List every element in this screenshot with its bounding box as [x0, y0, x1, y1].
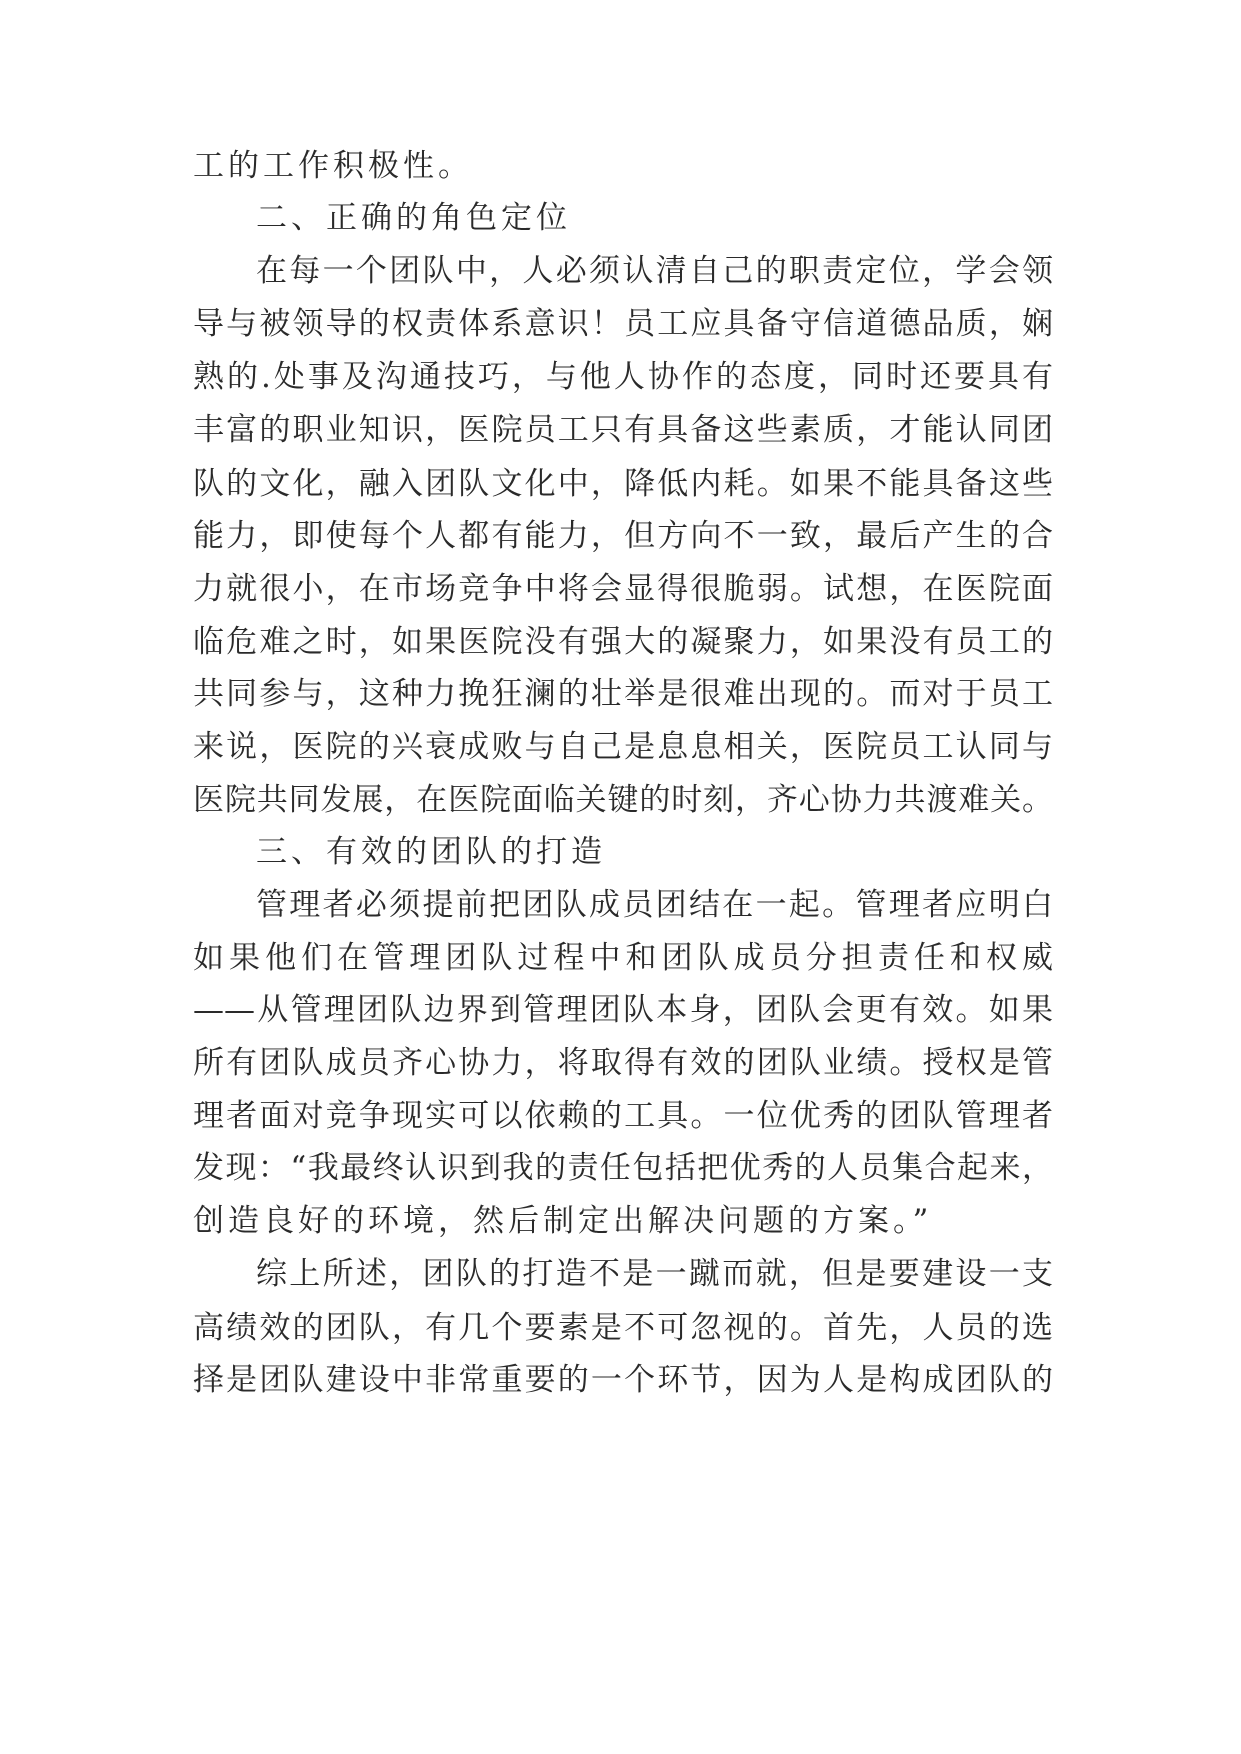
body-line: 临危难之时，如果医院没有强大的凝聚力，如果没有员工的	[193, 624, 1053, 660]
body-line: 发现：“我最终认识到我的责任包括把优秀的人员集合起来，	[193, 1150, 1053, 1186]
body-line: 导与被领导的权责体系意识！员工应具备守信道德品质，娴	[193, 306, 1053, 342]
body-line: 管理者必须提前把团队成员团结在一起。管理者应明白	[256, 887, 1053, 923]
body-line: 创造良好的环境，然后制定出解决问题的方案。”	[193, 1203, 933, 1239]
body-line: 如果他们在管理团队过程中和团队成员分担责任和权威	[193, 940, 1053, 976]
paragraph-continuation-line: 工的工作积极性。	[193, 148, 473, 184]
section-heading-3: 三、有效的团队的打造	[256, 834, 606, 870]
body-line: 高绩效的团队，有几个要素是不可忽视的。首先，人员的选	[193, 1310, 1053, 1346]
body-line: 在每一个团队中，人必须认清自己的职责定位，学会领	[256, 253, 1053, 289]
body-line: 丰富的职业知识，医院员工只有具备这些素质，才能认同团	[193, 412, 1053, 448]
body-line: 队的文化，融入团队文化中，降低内耗。如果不能具备这些	[193, 466, 1053, 502]
body-line: 综上所述，团队的打造不是一蹴而就，但是要建设一支	[256, 1256, 1053, 1292]
body-line: 共同参与，这种力挽狂澜的壮举是很难出现的。而对于员工	[193, 676, 1053, 712]
body-line: 择是团队建设中非常重要的一个环节，因为人是构成团队的	[193, 1362, 1053, 1398]
body-line: 所有团队成员齐心协力，将取得有效的团队业绩。授权是管	[193, 1045, 1053, 1081]
body-line: ——从管理团队边界到管理团队本身，团队会更有效。如果	[193, 992, 1053, 1028]
body-line: 能力，即使每个人都有能力，但方向不一致，最后产生的合	[193, 518, 1053, 554]
body-line: 理者面对竞争现实可以依赖的工具。一位优秀的团队管理者	[193, 1098, 1053, 1134]
body-line: 力就很小，在市场竞争中将会显得很脆弱。试想，在医院面	[193, 571, 1053, 607]
body-line: 医院共同发展，在医院面临关键的时刻，齐心协力共渡难关。	[193, 782, 1053, 818]
section-heading-2: 二、正确的角色定位	[256, 200, 571, 236]
body-line: 熟的.处事及沟通技巧，与他人协作的态度，同时还要具有	[193, 359, 1053, 395]
body-line: 来说，医院的兴衰成败与自己是息息相关，医院员工认同与	[193, 729, 1053, 765]
